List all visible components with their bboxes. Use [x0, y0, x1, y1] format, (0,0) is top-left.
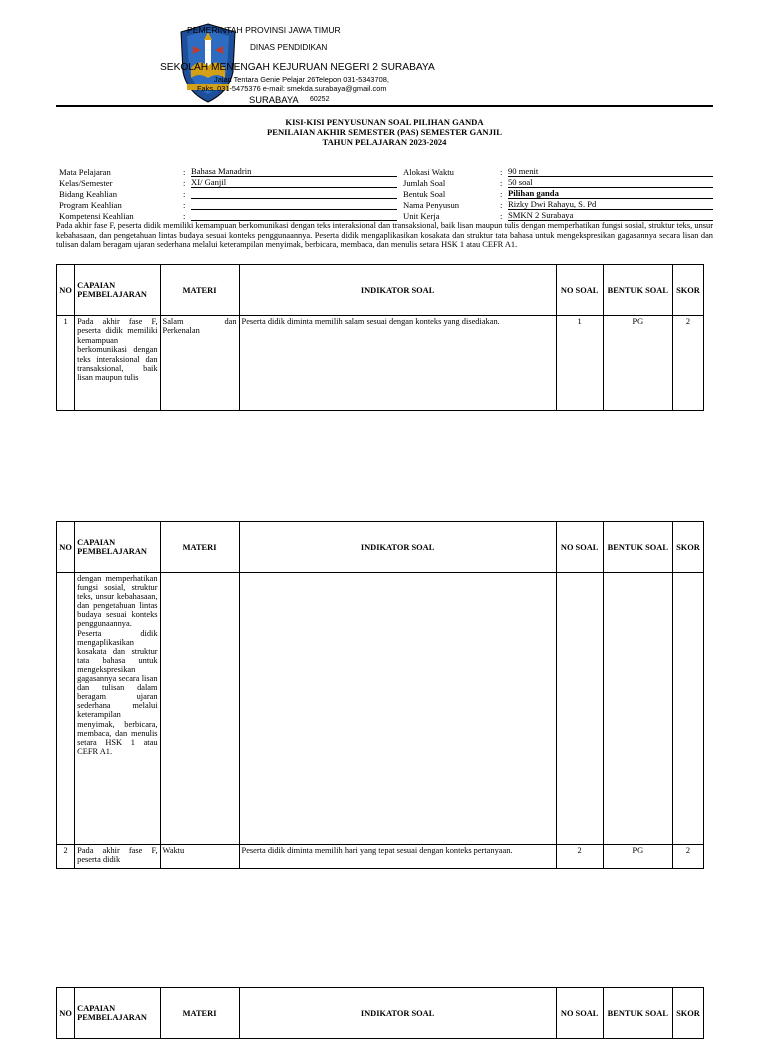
- school-contact: Faks. 031-5475376 e-mail: smekda.surabaya@gmail.com: [197, 84, 387, 93]
- school-postal: 60252: [310, 96, 330, 103]
- cell-indikator: Peserta didik diminta memilih hari yang tepat sesuai dengan konteks pertanyaan.: [239, 845, 556, 869]
- label-kompetensi: Kompetensi Keahlian: [59, 211, 134, 221]
- header-capaian: CAPAIAN PEMBELAJARAN: [75, 522, 160, 573]
- header-bentuk-soal: BENTUK SOAL: [603, 265, 672, 316]
- school-name: SEKOLAH MENENGAH KEJURUAN NEGERI 2 SURABAYA: [160, 62, 435, 73]
- table-row: [57, 316, 704, 411]
- cell-capaian: Pada akhir fase F, peserta didik memiliki kemampuan berkomunikasi dengan teks interaksional dan transaksional, baik lisan maupun tulis: [75, 316, 160, 411]
- cell-indikator: [239, 573, 556, 845]
- header-capaian: CAPAIAN PEMBELAJARAN: [75, 988, 160, 1039]
- label-mata-pelajaran: Mata Pelajaran: [59, 167, 111, 177]
- header-skor: SKOR: [673, 265, 704, 316]
- header-skor: SKOR: [673, 988, 704, 1039]
- header-materi: MATERI: [160, 265, 239, 316]
- table-header-row: [57, 522, 704, 573]
- label-unit-kerja: Unit Kerja: [403, 211, 440, 221]
- cell-capaian: Pada akhir fase F, peserta didik: [75, 845, 160, 869]
- table-header-row: [57, 265, 704, 316]
- value-mata-pelajaran: Bahasa Manadrin: [191, 166, 397, 177]
- header-bentuk-soal: BENTUK SOAL: [603, 522, 672, 573]
- school-address: Jalan Tentara Genie Pelajar 26Telepon 031-5343708,: [214, 75, 389, 84]
- cell-bentuk-soal: PG: [603, 316, 672, 411]
- header-no-soal: NO SOAL: [556, 265, 603, 316]
- header-no: NO: [57, 988, 75, 1039]
- kisi-table-page-1: [56, 264, 704, 411]
- header-skor: SKOR: [673, 522, 704, 573]
- header-indikator: INDIKATOR SOAL: [239, 522, 556, 573]
- label-jumlah-soal: Jumlah Soal: [403, 178, 446, 188]
- colon: :: [500, 211, 503, 221]
- value-bentuk-soal: Pilihan ganda: [508, 188, 713, 199]
- cell-bentuk-soal: PG: [603, 845, 672, 869]
- value-jumlah-soal: 50 soal: [508, 177, 713, 188]
- header-indikator: INDIKATOR SOAL: [239, 988, 556, 1039]
- colon: :: [500, 178, 503, 188]
- doc-year: TAHUN PELAJARAN 2023-2024: [322, 137, 447, 147]
- header-indikator: INDIKATOR SOAL: [239, 265, 556, 316]
- cell-capaian-continued: dengan memperhatikan fungsi sosial, struktur teks, unsur kebahasaan, dan pengetahuan lintas budaya sesuai konteks penggunaannya. Peserta didik mengaplikasikan kosakata dan struktur tata bahasa untuk mengekspresikan gagasannya secara lisan dan tulisan dalam beragam ujaran sederhana melalui keterampilan menyimak, berbicara, membaca, dan menulis setara HSK 1 atau CEFR A1.: [75, 573, 160, 845]
- kisi-table-page-2: [56, 521, 704, 869]
- header-no: NO: [57, 522, 75, 573]
- label-bentuk-soal: Bentuk Soal: [403, 189, 446, 199]
- cell-no: [57, 573, 75, 845]
- agency-line: DINAS PENDIDIKAN: [250, 43, 328, 52]
- cell-no-soal: [556, 573, 603, 845]
- cell-skor: 2: [673, 316, 704, 411]
- header-no-soal: NO SOAL: [556, 988, 603, 1039]
- colon: :: [183, 178, 186, 188]
- school-city: SURABAYA: [249, 94, 299, 105]
- cell-materi: [160, 573, 239, 845]
- colon: :: [500, 167, 503, 177]
- colon: :: [500, 189, 503, 199]
- table-header-row: [57, 988, 704, 1039]
- value-nama-penyusun: Rizky Dwi Rahayu, S. Pd: [508, 199, 713, 210]
- label-nama-penyusun: Nama Penyusun: [403, 200, 460, 210]
- value-unit-kerja: SMKN 2 Surabaya: [508, 210, 713, 221]
- cell-bentuk-soal: [603, 573, 672, 845]
- value-program: [191, 199, 397, 210]
- value-bidang: [191, 188, 397, 199]
- gov-line: PEMERINTAH PROVINSI JAWA TIMUR: [187, 25, 341, 35]
- cell-skor: 2: [673, 845, 704, 869]
- value-kompetensi: [191, 210, 397, 221]
- cell-indikator: Peserta didik diminta memilih salam sesuai dengan konteks yang disediakan.: [239, 316, 556, 411]
- colon: :: [183, 189, 186, 199]
- table-row: [57, 845, 704, 869]
- doc-title: KISI-KISI PENYUSUNAN SOAL PILIHAN GANDA: [285, 117, 484, 127]
- letterhead-divider: [56, 105, 713, 107]
- cell-no: 1: [57, 316, 75, 411]
- capaian-intro: Pada akhir fase F, peserta didik memiliki kemampuan berkomunikasi dengan teks interaksional dan transaksional, baik lisan maupun tulis dengan memperhatikan fungsi sosial, struktur teks, unsur kebahasaan, dan pengetahuan lintas budaya sesuai konteks penggunaannya. Peserta didik mengaplikasikan kosakata dan struktur tata bahasa untuk mengekspresikan gagasannya secara lisan dan tulisan dalam beragam ujaran sederhana melalui keterampilan menyimak, berbicara, membaca, dan menulis setara HSK 1 atau CEFR A1.: [56, 221, 713, 250]
- colon: :: [183, 211, 186, 221]
- colon: :: [183, 167, 186, 177]
- cell-skor: [673, 573, 704, 845]
- value-kelas: XI/ Ganjil: [191, 177, 397, 188]
- cell-materi: Salam dan Perkenalan: [160, 316, 239, 411]
- label-kelas: Kelas/Semester: [59, 178, 113, 188]
- cell-materi: Waktu: [160, 845, 239, 869]
- table-row: [57, 573, 704, 845]
- label-alokasi-waktu: Alokasi Waktu: [403, 167, 454, 177]
- cell-no-soal: 2: [556, 845, 603, 869]
- cell-no: 2: [57, 845, 75, 869]
- kisi-table-page-3: [56, 987, 704, 1039]
- cell-no-soal: 1: [556, 316, 603, 411]
- label-program: Program Keahlian: [59, 200, 122, 210]
- colon: :: [500, 200, 503, 210]
- label-bidang: Bidang Keahlian: [59, 189, 117, 199]
- colon: :: [183, 200, 186, 210]
- value-alokasi-waktu: 90 menit: [508, 166, 713, 177]
- header-materi: MATERI: [160, 988, 239, 1039]
- header-capaian: CAPAIAN PEMBELAJARAN: [75, 265, 160, 316]
- header-no: NO: [57, 265, 75, 316]
- header-no-soal: NO SOAL: [556, 522, 603, 573]
- doc-subtitle: PENILAIAN AKHIR SEMESTER (PAS) SEMESTER GANJIL: [266, 127, 503, 137]
- header-materi: MATERI: [160, 522, 239, 573]
- header-bentuk-soal: BENTUK SOAL: [603, 988, 672, 1039]
